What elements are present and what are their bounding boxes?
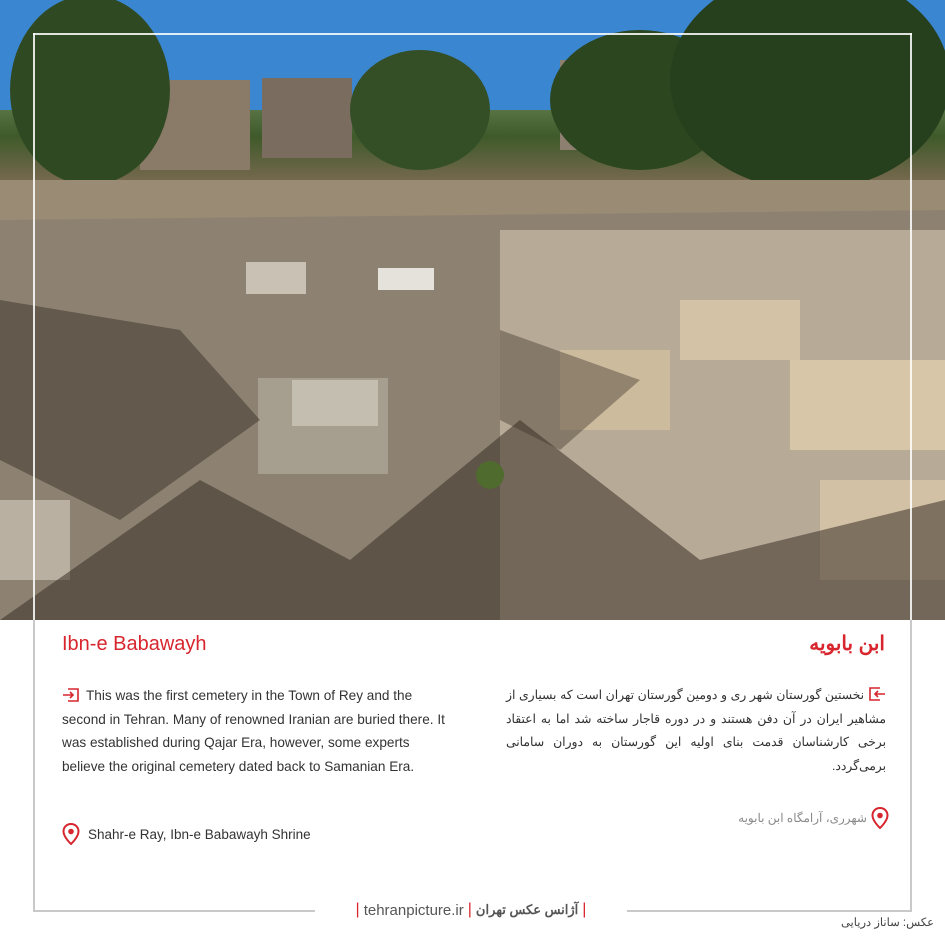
footer-brand [318, 899, 624, 921]
frame-bottom-left-line [33, 910, 315, 912]
footer-separator: | [467, 901, 472, 918]
frame-right-upper-line [910, 33, 912, 620]
map-pin-icon [871, 807, 889, 829]
enter-arrow-icon [868, 687, 886, 701]
frame-right-line [910, 620, 912, 911]
agency-name: آژانس عکس تهران [475, 902, 579, 917]
title-persian: ابن بابویه [809, 633, 885, 655]
location-persian [738, 806, 889, 830]
frame-top-line [33, 33, 912, 35]
description-english-block [62, 684, 447, 778]
description-persian: نخستین گورستان شهر ری و دومین گورستان تهران است که بسیاری از مشاهیر ایران در آن دفن هستند و در دوره قاجار ساخته شد اما به اعتقاد برخی کارشناسان قدمت بنای اولیه این گورستان به دوران سامانی برمی‌گردد. [506, 688, 886, 773]
location-english [62, 822, 311, 846]
frame-left-upper-line [33, 33, 35, 620]
map-pin-icon [62, 823, 80, 845]
website-link[interactable]: tehranpicture.ir [363, 901, 464, 919]
location-english-text: Shahr-e Ray, Ibn-e Babawayh Shrine [88, 826, 311, 842]
footer-separator: | [582, 901, 587, 918]
description-english: This was the first cemetery in the Town of Rey and the second in Tehran. Many of renowned Iranian are buried there. It was established during Qajar Era, however, some experts believe the original cemetery dated back to Samanian Era. [62, 688, 445, 774]
footer-separator: | [355, 901, 360, 918]
enter-arrow-icon [62, 688, 80, 702]
title-english: Ibn-e Babawayh [62, 633, 207, 655]
location-persian-text: شهرری، آرامگاه ابن بابویه [738, 811, 867, 825]
frame-left-line [33, 620, 35, 911]
photo-credit: عکس: ساناز دریایی [840, 917, 934, 929]
frame-bottom-right-line [627, 910, 912, 912]
description-persian-block [506, 684, 886, 778]
